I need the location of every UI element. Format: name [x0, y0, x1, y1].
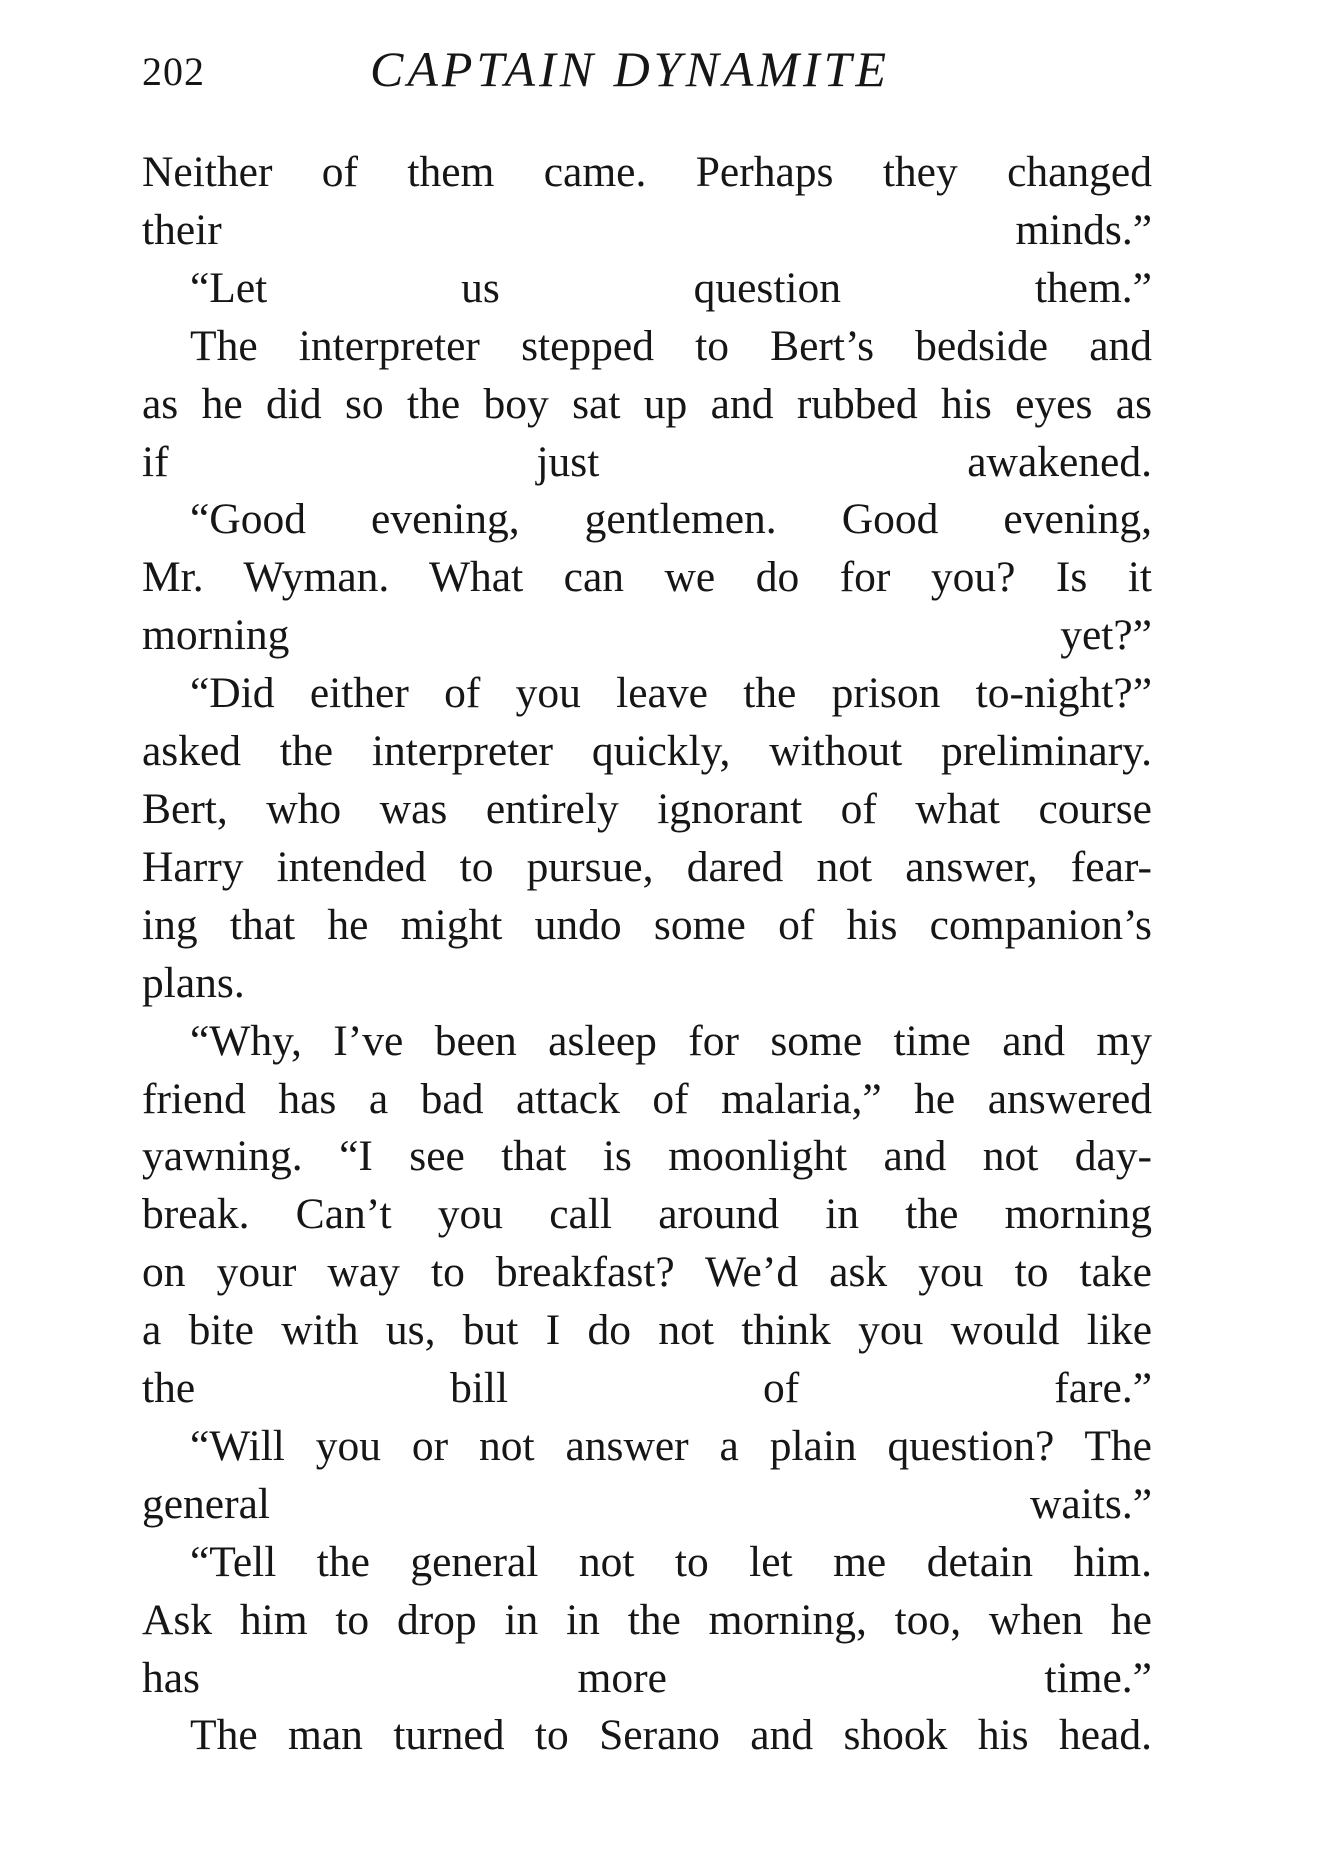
text-line: yawning. “I see that is moonlight and not day- [142, 1132, 1152, 1181]
text-line: Mr. Wyman. What can we do for you? Is it [142, 553, 1152, 602]
text-line: Bert, who was entirely ignorant of what course [142, 784, 1152, 833]
text-line: ing that he might undo some of his companion’s [142, 900, 1152, 949]
paragraph [142, 144, 1152, 260]
text-line: Ask him to drop in in the morning, too, when he [142, 1595, 1152, 1644]
text-line: morning yet?” [142, 611, 1152, 660]
text-line: if just awakened. [142, 437, 1152, 486]
text-line: Harry intended to pursue, dared not answer, fear- [142, 842, 1152, 891]
text-line: The man turned to Serano and shook his head. [190, 1711, 1152, 1760]
paragraph [142, 491, 1152, 665]
text-line: as he did so the boy sat up and rubbed his eyes as [142, 379, 1152, 428]
text-line: asked the interpreter quickly, without preliminary. [142, 727, 1152, 776]
text-line: “Good evening, gentlemen. Good evening, [190, 495, 1152, 544]
text-line: on your way to breakfast? We’d ask you to take [142, 1248, 1152, 1297]
text-line: their minds.” [142, 205, 1152, 254]
text-line: “Let us question them.” [190, 263, 1152, 312]
paragraph [142, 318, 1152, 492]
text-line: the bill of fare.” [142, 1364, 1152, 1413]
paragraph [142, 260, 1152, 318]
text-line: “Will you or not answer a plain question? The [190, 1421, 1152, 1470]
paragraph [142, 665, 1152, 1012]
paragraph [142, 1534, 1152, 1708]
text-line: break. Can’t you call around in the morning [142, 1190, 1152, 1239]
text-line: has more time.” [142, 1653, 1152, 1702]
paragraph [142, 1418, 1152, 1534]
text-line: friend has a bad attack of malaria,” he answered [142, 1074, 1152, 1123]
paragraph [142, 1013, 1152, 1418]
text-line: “Did either of you leave the prison to-night?” [190, 669, 1152, 718]
page-number: 202 [142, 49, 205, 94]
text-line: a bite with us, but I do not think you would like [142, 1306, 1152, 1355]
text-line: general waits.” [142, 1479, 1152, 1528]
running-head [142, 40, 1152, 110]
text-line: plans. [142, 958, 245, 1007]
paragraph [142, 1707, 1152, 1765]
body-text [142, 144, 1152, 1765]
text-line: “Why, I’ve been asleep for some time and my [190, 1016, 1152, 1065]
text-line: The interpreter stepped to Bert’s bedside and [190, 321, 1152, 370]
text-line: Neither of them came. Perhaps they changed [142, 148, 1152, 196]
text-line: “Tell the general not to let me detain him. [190, 1537, 1152, 1586]
running-title: CAPTAIN DYNAMITE [370, 41, 891, 97]
